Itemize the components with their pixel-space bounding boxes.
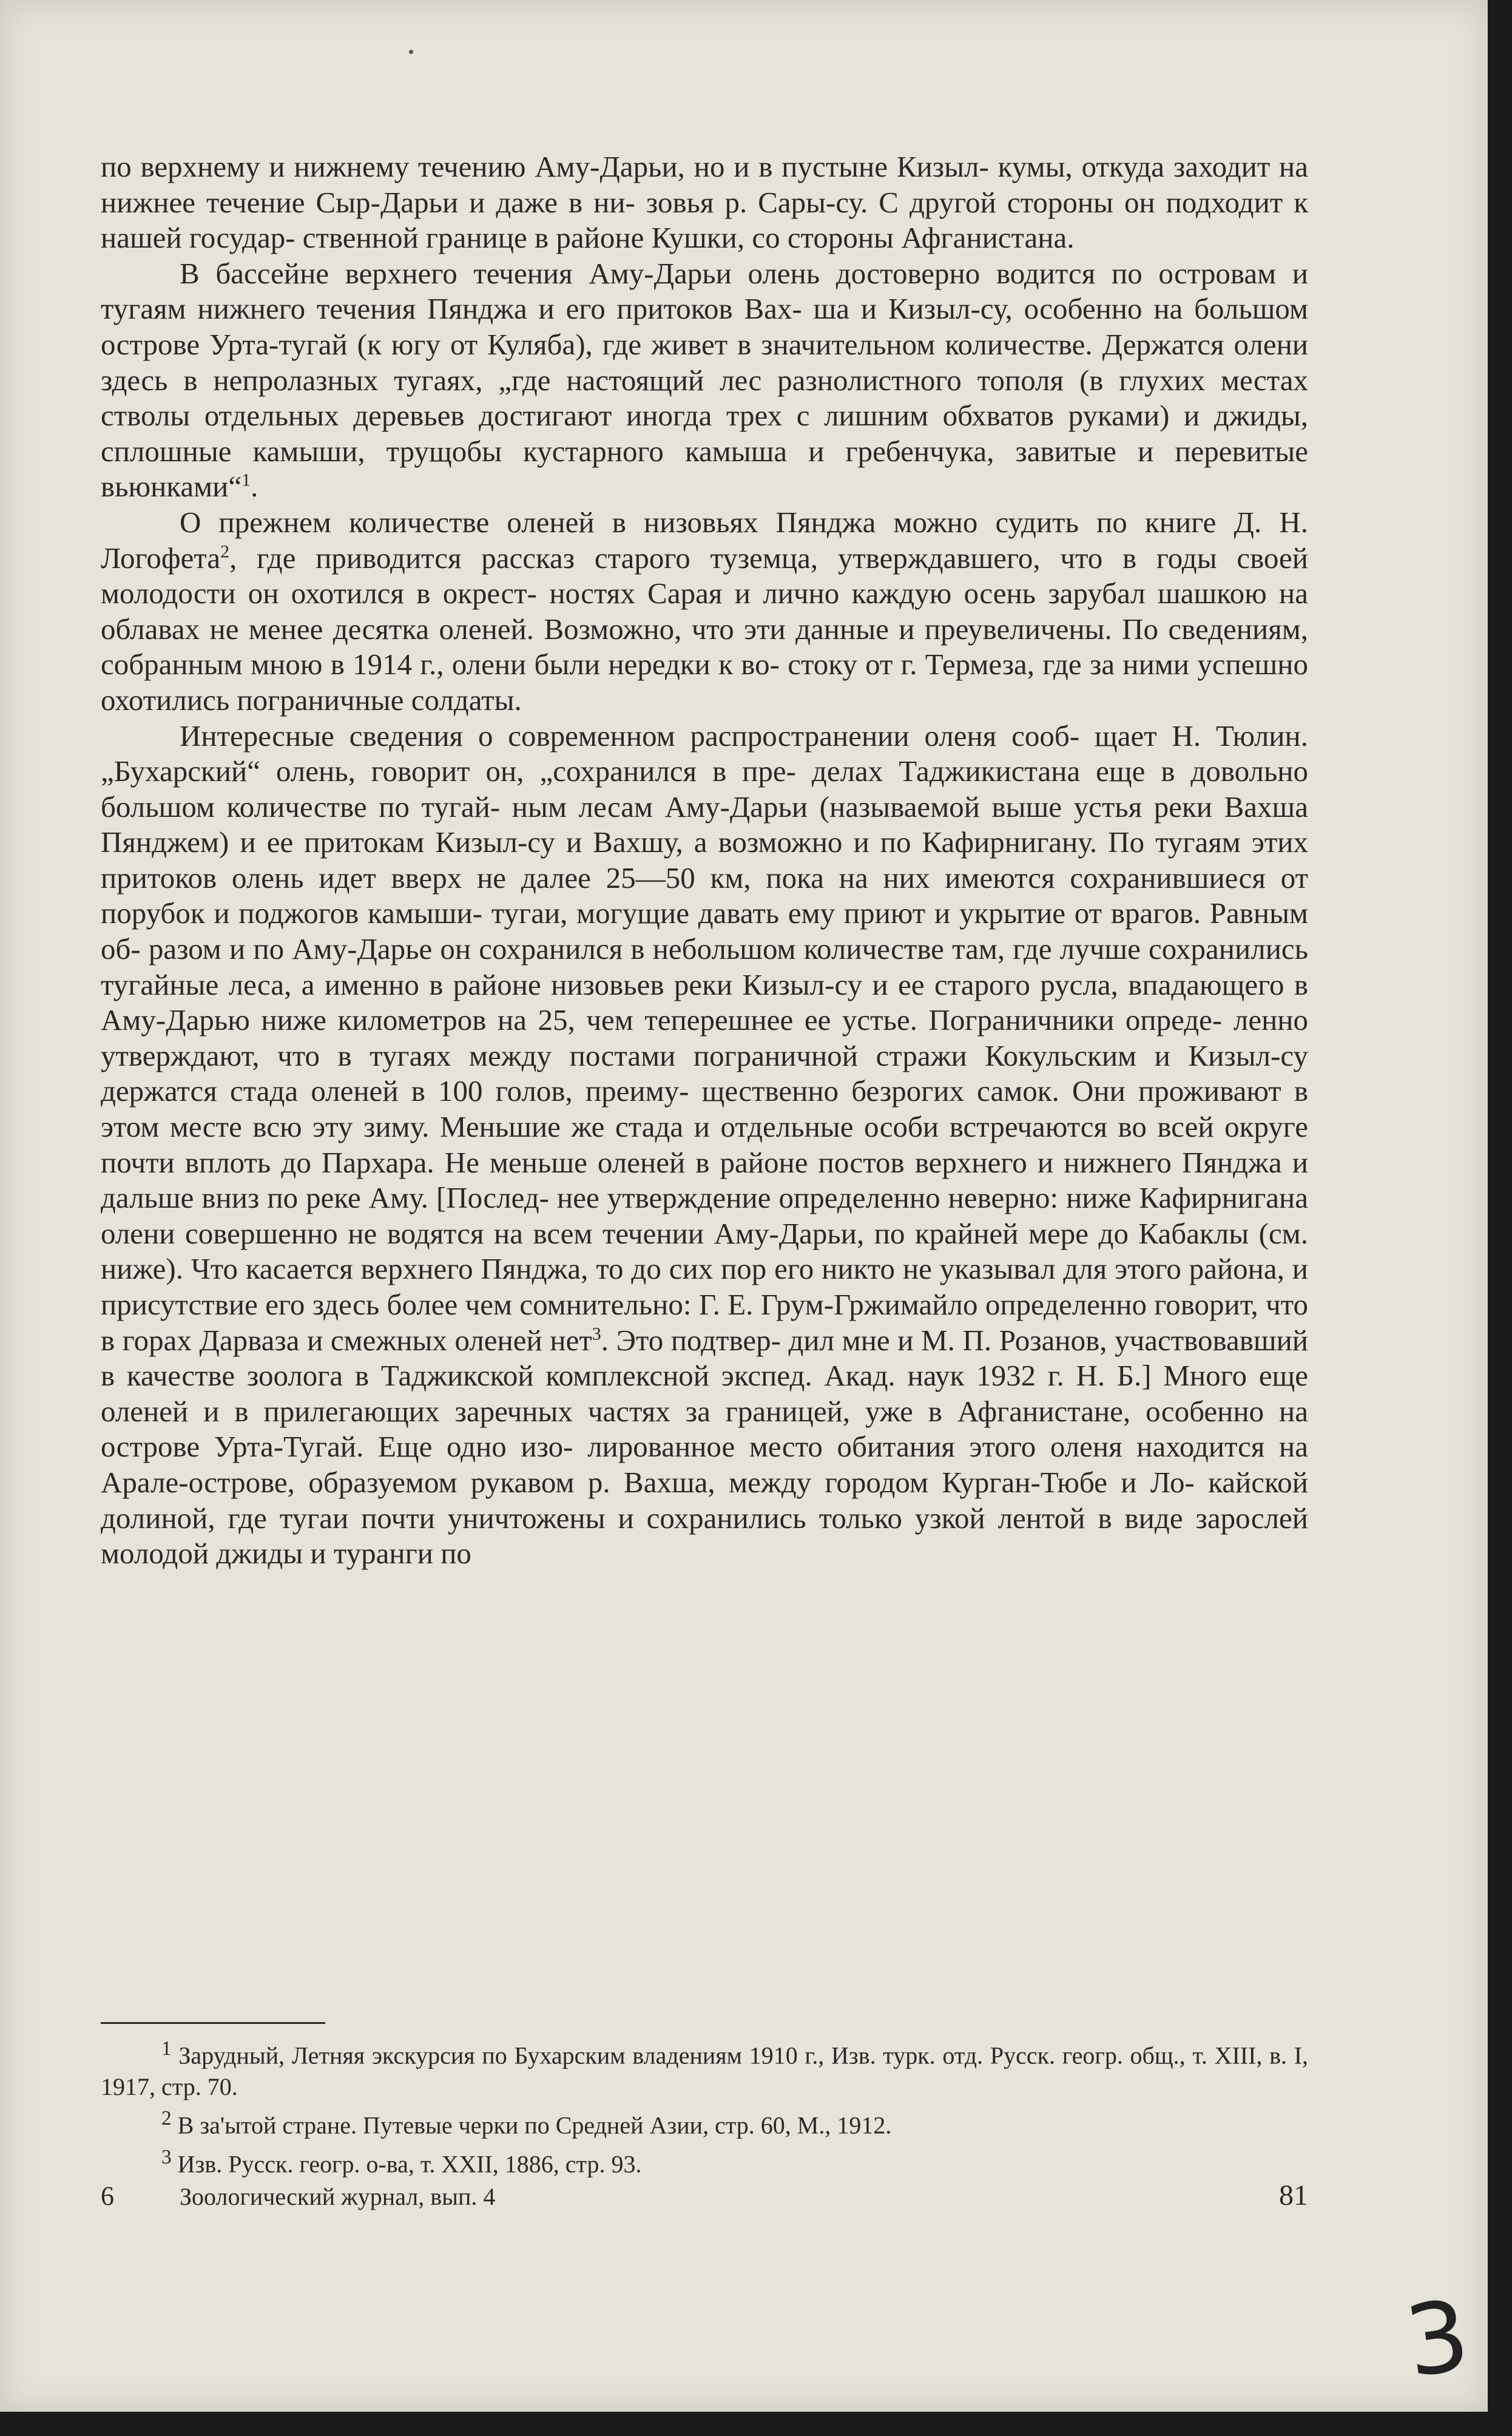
- text-line: ша и Кизыл-су, особенно на большом острове Урта-тугай (к югу от: [101, 292, 1308, 361]
- text-line: щает Н. Тюлин. „Бухарский“ олень, говорит он, „сохранился в пре-: [101, 719, 1308, 788]
- footnote: [101, 2142, 1308, 2180]
- ink-speck: [409, 50, 413, 54]
- text-line: менее десятка оленей. Возможно, что эти данные и преувеличены.: [248, 612, 1112, 646]
- paragraph: [101, 149, 1308, 256]
- text-line: ственной границе в районе Кушки, со стороны Афганистана.: [302, 221, 1075, 255]
- footnote-divider: [101, 2022, 325, 2024]
- text-line: О прежнем количестве оленей в низовьях Пянджа можно судить: [180, 505, 1079, 539]
- text-line: узкой лентой в виде зарослей молодой джиды и туранги по: [101, 1501, 1308, 1571]
- page-number: 81: [1279, 2179, 1308, 2211]
- footnote-text: Русск. геогр. общ., т. XIII, в. I, 1917, стр. 70.: [101, 2042, 1309, 2101]
- footnote-text: Изв. Русск. геогр. о-ва, т. XXII, 1886, стр. 93.: [177, 2150, 642, 2177]
- footnote-ref: 2: [220, 541, 230, 562]
- text-line: нее утверждение определенно неверно: ниже Кафирнигана олени: [101, 1181, 1309, 1250]
- text-line: По тугаям этих притоков олень идет вверх не далее 25—50 км,: [101, 825, 1309, 895]
- text-line: еще оленей и в прилегающих заречных частях за границей, уже: [101, 1359, 1309, 1428]
- text-line: щественно безрогих самок. Они проживают в этом месте всю эту: [101, 1074, 1308, 1144]
- footnote-mark: 2: [161, 2107, 172, 2130]
- text-line: Кокульским и Кизыл-су держатся стада оленей в 100 голов, преиму-: [101, 1038, 1308, 1108]
- handwritten-mark: 3: [1399, 2278, 1476, 2400]
- text-line: образуемом рукавом р. Вахша, между городом Курган-Тюбе и Ло-: [308, 1465, 1195, 1499]
- text-line: по островам и тугаям нижнего течения Пянджа и его притоков Вах-: [101, 256, 1309, 326]
- text-line: зиму. Меньшие же стада и отдельные особи встречаются во всей: [363, 1110, 1214, 1144]
- text-line: округе почти вплоть до Пархара. Не меньше оленей в районе постов: [101, 1110, 1309, 1179]
- footnote: [101, 2103, 1308, 2141]
- text-line: дил мне и М. П. Розанов, участвовавший в качестве зоолога в: [101, 1323, 1309, 1393]
- text-line: ным лесам Аму-Дарьи (называемой выше устья реки Вахша Пянджем): [101, 790, 1309, 859]
- text-line: тугаи, могущие давать ему приют и укрытие от врагов. Равным об-: [101, 896, 1309, 966]
- footnote-text: В за'ытой стране. Путевые черки по Средней Азии, стр. 60, М., 1912.: [177, 2111, 892, 2139]
- text-line: (в глухих местах стволы отдельных деревьев достигают иногда трех: [101, 363, 1309, 433]
- footnote-text: Зарудный, Летняя экскурсия по Бухарским владениям 1910 г., Изв. турк. отд.: [178, 2042, 984, 2069]
- text-line: Таджикской комплексной экспед. Акад. наук 1932 г. Н. Б.] Много: [380, 1359, 1247, 1393]
- text-line: , где приводится рассказ старого туземца,: [229, 541, 818, 575]
- text-line: километров на 25, чем теперешнее ее устье. Пограничники опреде-: [337, 1003, 1223, 1037]
- text-line: По сведениям, собранным мною в 1914 г., олени были нередки к во-: [101, 612, 1309, 682]
- footnote-ref: 3: [592, 1324, 601, 1344]
- footnote-mark: 1: [161, 2037, 172, 2060]
- text-line: стоку от г. Термеза, где за ними успешно охотились пограничные: [101, 648, 1308, 717]
- text-line: лированное место обитания этого оленя находится на Арале-острове,: [101, 1430, 1309, 1499]
- footnote-ref: 1: [241, 470, 251, 491]
- text-line: ленно утверждают, что в тугаях между постами пограничной стражи: [101, 1003, 1309, 1072]
- page-footer: [101, 2179, 1308, 2212]
- text-line: солдаты.: [411, 683, 522, 717]
- text-line: верхнего и нижнего Пянджа и дальше вниз по реке Аму. [Послед-: [101, 1145, 1308, 1215]
- text-line: делах Таджикистана еще в довольно большом количестве по тугай-: [101, 754, 1309, 824]
- body-text: [101, 149, 1308, 1572]
- journal-name: Зоологический журнал, вып. 4: [180, 2183, 496, 2210]
- text-line: совершенно не водятся на всем течении Аму-Дарьи, по крайней: [185, 1216, 1019, 1250]
- text-line: пока на них имеются сохранившиеся от порубок и поджогов камыши-: [101, 861, 1308, 930]
- text-line: с лишним обхватов руками) и джиды, сплошные камыши, трущобы: [101, 399, 1308, 468]
- text-line: говорит, что в горах Дарваза и смежных оленей нет: [101, 1288, 1309, 1357]
- paragraph: [101, 505, 1308, 719]
- text-line: . Это подтвер-: [601, 1323, 781, 1357]
- text-line: здесь более чем сомнительно: Г. Е. Грум-Гржимайло определенно: [312, 1288, 1147, 1321]
- text-line: Куляба), где живет в значительном количестве. Держатся олени здесь: [101, 327, 1309, 397]
- footnote: [101, 2033, 1308, 2103]
- signature-mark: 6: [101, 2181, 114, 2211]
- text-line: кайской долиной, где тугаи почти уничтожены и сохранились только: [101, 1465, 1309, 1535]
- text-line: реки Кизыл-су и ее старого русла, впадающего в Аму-Дарью ниже: [101, 967, 1308, 1037]
- text-line: Интересные сведения о современном распространении оленя сооб-: [180, 719, 1080, 753]
- text-line: разом и по Аму-Дарье он сохранился в небольшом количестве там,: [148, 932, 1005, 966]
- paragraph: В бассейне верхнего течения Аму-Дарьи олень достоверно водится по островам и тугаям нижнего течения Пянджа и его притоков Вах- ша и Кизыл-су, особенно на большом острове Урта-тугай (к югу от Куляба), где живет в значительном количестве. Держатся олени здесь в непролазных тугаях, „где настоящий лес разнолистного тополя (в глухих местах стволы отдельных деревьев достигают иногда трех с лишним обхватов руками) и джиды, сплошные камыши, трущобы кустарного камыша и гребенчука, завитые и перевитые вьюнками“$^1$.: [101, 256, 1309, 504]
- footnotes: [101, 2033, 1308, 2180]
- text-line: в Афганистане, особенно на острове Урта-Тугай. Еще одно изо-: [101, 1394, 1309, 1464]
- text-line: кустарного камыша и гребенчука, завитые и перевитые вьюнками“: [101, 434, 1308, 504]
- text-line: ностях Сарая и лично каждую осень зарубал шашкою на облавах не: [101, 577, 1308, 646]
- text-line: зовья р. Сары-су. С другой стороны он подходит к нашей государ-: [101, 185, 1308, 255]
- paragraph: [101, 719, 1308, 1572]
- text-line: сих пор его никто не указывал для этого района, и присутствие его: [101, 1252, 1308, 1321]
- text-line: где лучше сохранились тугайные леса, а именно в районе низовьев: [101, 932, 1309, 1001]
- text-line: по книге Д. Н. Логофета: [101, 505, 1308, 575]
- text-line: в непролазных тугаях, „где настоящий лес разнолистного тополя: [183, 363, 1064, 397]
- text-line: В бассейне верхнего течения Аму-Дарьи олень достоверно водится: [180, 256, 1096, 290]
- text-line: утверждавшего, что в годы своей молодости он охотился в окрест-: [101, 541, 1308, 611]
- text-line: кумы, откуда заходит на нижнее течение Сыр-Дарьи и даже в ни-: [101, 150, 1309, 219]
- text-line: и ее притокам Кизыл-су и Вахшу, а возможно и по Кафирнигану.: [240, 825, 1098, 859]
- text-line: по верхнему и нижнему течению Аму-Дарьи, но и в пустыне Кизыл-: [101, 150, 989, 183]
- text-line: мере до Кабаклы (см. ниже). Что касается верхнего Пянджа, то до: [101, 1216, 1309, 1286]
- footnote-mark: 3: [161, 2145, 172, 2168]
